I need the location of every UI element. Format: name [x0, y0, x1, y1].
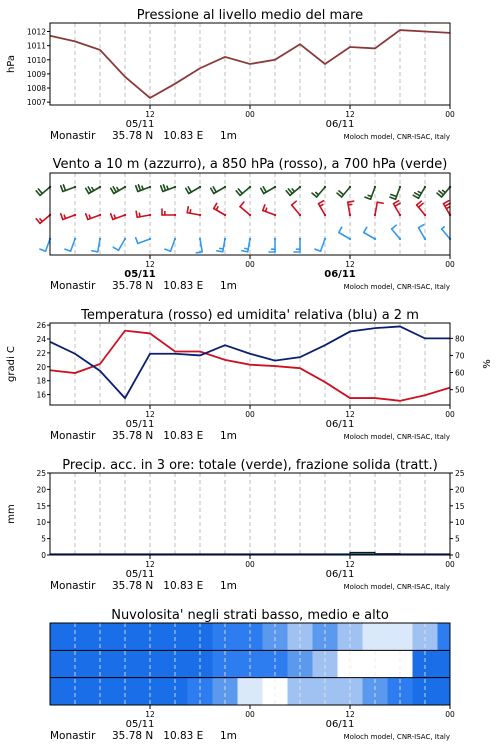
barb-station [124, 238, 126, 240]
wind-barb-10m [315, 238, 326, 251]
y-tick-label: 15 [36, 501, 46, 511]
barb-feather [211, 188, 214, 193]
barb-feather [40, 249, 46, 251]
altitude-label: 1m [220, 130, 237, 142]
wind-barb-700 [86, 186, 101, 194]
x-tick-label: 00 [445, 710, 455, 719]
barb-staff [342, 187, 350, 197]
barb-station [149, 214, 151, 216]
barb-station [274, 214, 276, 216]
barb-feather [61, 214, 63, 220]
barb-station [324, 186, 326, 188]
location-label: Monastir [50, 430, 96, 442]
model-credit: Moloch model, CNR-ISAC, Italy [343, 283, 450, 291]
barb-feather [190, 210, 191, 213]
y-tick-label: 1009 [26, 69, 46, 79]
barb-station [374, 238, 376, 240]
y-tick-label: 10 [36, 518, 46, 528]
barb-feather [348, 204, 351, 205]
wind-barb-700 [413, 186, 426, 198]
cloud-cell-alto [50, 623, 63, 650]
wind-barb-700 [437, 186, 451, 197]
barb-feather [377, 202, 383, 203]
wind-barb-850 [136, 211, 151, 217]
barb-feather [391, 194, 397, 196]
barb-feather [40, 219, 42, 222]
date-label: 05/11 [125, 719, 155, 730]
barb-station [324, 238, 326, 240]
date-label: 06/11 [325, 419, 355, 430]
barb-station [99, 186, 101, 188]
barb-feather [213, 187, 216, 192]
x-tick-label: 00 [445, 110, 455, 119]
altitude-label: 1m [220, 280, 237, 292]
barb-station [299, 186, 301, 188]
y-right-tick-label: 70 [455, 351, 465, 361]
barb-station [424, 186, 426, 188]
cloud-title: Nuvolosita' negli strati basso, medio e alto [111, 608, 389, 623]
model-credit: Moloch model, CNR-ISAC, Italy [343, 133, 450, 141]
wind-barb-850 [111, 214, 126, 220]
y-tick-label: 26 [36, 321, 46, 331]
wind-barb-700 [312, 186, 326, 197]
wind-barb-700 [261, 186, 276, 194]
barb-feather [316, 193, 319, 195]
barb-feather [114, 215, 115, 218]
coords-label: 35.78 N 10.83 E [112, 130, 204, 142]
barb-feather [394, 201, 399, 204]
barb-station [224, 238, 226, 240]
barb-staff [40, 215, 50, 223]
barb-feather [136, 238, 138, 244]
y-tick-label: 1008 [26, 84, 46, 94]
barb-station [199, 186, 201, 188]
coords-label: 35.78 N 10.83 E [112, 730, 204, 742]
barb-feather [161, 186, 163, 192]
humidity-ylabel: % [482, 359, 493, 369]
barb-station [349, 238, 351, 240]
barb-station [249, 238, 251, 240]
barb-feather [265, 208, 266, 211]
barb-feather [364, 227, 367, 232]
date-label: 05/11 [125, 569, 155, 580]
barb-staff [396, 187, 400, 199]
barb-feather [86, 214, 88, 220]
barb-staff [248, 239, 250, 252]
altitude-label: 1m [220, 580, 237, 592]
coords-label: 35.78 N 10.83 E [112, 430, 204, 442]
barb-feather [245, 248, 248, 249]
y-tick-label: 18 [36, 376, 46, 386]
x-tick-label: 12 [345, 260, 355, 269]
wind-barb-700 [61, 185, 76, 192]
wind-barb-10m [269, 238, 276, 252]
x-tick-label: 12 [345, 110, 355, 119]
wind-barb-850 [187, 207, 201, 216]
model-credit: Moloch model, CNR-ISAC, Italy [343, 733, 450, 741]
precip-title: Precip. acc. in 3 ore: totale (verde), frazione solida (tratt.) [62, 458, 438, 473]
altitude-label: 1m [220, 430, 237, 442]
cloud-cell-medio [50, 650, 63, 677]
barb-station [374, 186, 376, 188]
barb-feather [92, 188, 94, 191]
barb-feather [339, 227, 342, 232]
barb-feather [263, 187, 266, 192]
barb-station [149, 186, 151, 188]
barb-feather [65, 249, 71, 251]
barb-feather [139, 213, 140, 216]
barb-staff [98, 239, 100, 252]
barb-feather [320, 204, 323, 206]
panel-frame [50, 473, 450, 555]
y-right-tick-label: 0 [455, 551, 460, 560]
barb-feather [442, 227, 445, 229]
y-tick-label: 22 [36, 348, 46, 358]
y-right-tick-label: 15 [455, 501, 465, 511]
barb-feather [111, 214, 113, 220]
barb-station [249, 214, 251, 216]
barb-station [399, 214, 401, 216]
barb-feather [443, 190, 446, 192]
barb-feather [196, 252, 202, 253]
barb-feather [63, 185, 65, 191]
wind-barb-700 [236, 186, 251, 196]
x-tick-label: 00 [445, 260, 455, 269]
wind-barb-700 [211, 186, 226, 194]
x-tick-label: 12 [145, 710, 155, 719]
barb-feather [214, 203, 217, 208]
wind-barb-700 [186, 186, 201, 194]
barb-staff [419, 228, 426, 239]
barb-staff [223, 239, 225, 252]
barb-feather [113, 247, 118, 250]
barb-station [199, 238, 201, 240]
x-tick-label: 12 [145, 260, 155, 269]
wind-barb-700 [286, 186, 301, 196]
barb-feather [419, 225, 424, 228]
barb-station [74, 186, 76, 188]
barb-staff [371, 187, 375, 199]
barb-station [74, 214, 76, 216]
barb-station [99, 238, 101, 240]
cloud-cell-basso [438, 678, 451, 705]
barb-staff [200, 239, 202, 252]
barb-station [299, 214, 301, 216]
barb-staff [317, 187, 325, 197]
wind-barb-10m [165, 238, 176, 251]
y-right-tick-label: 25 [455, 469, 465, 478]
x-tick-label: 00 [245, 110, 255, 119]
y-tick-label: 1011 [26, 41, 46, 51]
barb-feather [92, 251, 98, 252]
cloud-cell-basso [50, 678, 63, 705]
x-tick-label: 00 [445, 410, 455, 419]
y-tick-label: 20 [36, 362, 46, 372]
x-tick-label: 00 [445, 560, 455, 569]
x-tick-label: 12 [345, 410, 355, 419]
coords-label: 35.78 N 10.83 E [112, 280, 204, 292]
barb-feather [217, 251, 223, 252]
y-tick-label: 25 [36, 469, 46, 478]
wind-barb-10m [136, 238, 151, 244]
wind-barb-10m [65, 238, 76, 251]
location-label: Monastir [50, 730, 96, 742]
location-label: Monastir [50, 580, 96, 592]
x-tick-label: 12 [345, 560, 355, 569]
barb-station [424, 238, 426, 240]
pressure-title: Pressione al livello medio del mare [136, 8, 364, 23]
barb-feather [242, 251, 248, 252]
barb-station [424, 214, 426, 216]
barb-station [124, 214, 126, 216]
barb-feather [188, 187, 191, 192]
barb-feather [240, 202, 244, 207]
date-label: 06/11 [325, 719, 355, 730]
barb-feather [163, 185, 165, 191]
wind-barb-10m [113, 238, 126, 250]
barb-feather [415, 193, 420, 196]
barb-staff [187, 213, 200, 215]
barb-feather [186, 188, 189, 193]
barb-staff [442, 229, 450, 239]
date-label: 05/11 [125, 119, 155, 130]
barb-feather [86, 188, 89, 193]
barb-staff [171, 239, 175, 251]
barb-feather [315, 249, 321, 251]
barb-staff [71, 239, 75, 251]
cloud-cell-medio [438, 650, 451, 677]
x-tick-label: 12 [145, 560, 155, 569]
barb-feather [292, 189, 294, 192]
y-right-tick-label: 20 [455, 485, 465, 495]
wind-barb-850 [86, 214, 101, 220]
wind-barb-850 [263, 205, 276, 216]
wind-barb-850 [61, 214, 76, 220]
date-label: 06/11 [324, 269, 356, 280]
barb-feather [418, 192, 421, 194]
barb-station [99, 214, 101, 216]
y-tick-label: 1012 [26, 27, 46, 37]
barb-feather [444, 201, 449, 204]
x-tick-label: 12 [145, 410, 155, 419]
barb-feather [61, 186, 63, 192]
y-tick-label: 1007 [26, 98, 46, 108]
precip-ylabel: mm [6, 504, 17, 524]
barb-station [399, 238, 401, 240]
barb-station [399, 186, 401, 188]
wind-barb-10m [294, 238, 301, 252]
barb-feather [446, 207, 449, 209]
barb-staff [40, 187, 50, 195]
location-label: Monastir [50, 130, 96, 142]
barb-feather [113, 187, 116, 192]
barb-feather [368, 195, 371, 196]
y-tick-label: 5 [41, 534, 46, 544]
barb-staff [214, 209, 225, 216]
pressure-ylabel: hPa [6, 54, 17, 74]
barb-feather [319, 201, 324, 204]
wind-barb-850 [240, 202, 251, 216]
barb-feather [187, 207, 188, 213]
wind-barb-700 [111, 186, 126, 194]
barb-feather [167, 186, 168, 189]
altitude-label: 1m [220, 730, 237, 742]
barb-feather [292, 201, 297, 205]
barb-staff [339, 233, 350, 240]
wind-barb-850 [36, 214, 51, 224]
barb-station [374, 214, 376, 216]
barb-staff [321, 239, 325, 251]
barb-feather [142, 186, 143, 189]
wind-barb-850 [162, 209, 176, 216]
wind-barb-850 [214, 203, 226, 216]
barb-station [349, 214, 351, 216]
location-label: Monastir [50, 280, 96, 292]
x-tick-label: 12 [345, 710, 355, 719]
date-label: 05/11 [124, 269, 156, 280]
coords-label: 35.78 N 10.83 E [112, 580, 204, 592]
x-tick-label: 00 [245, 410, 255, 419]
x-tick-label: 00 [245, 260, 255, 269]
barb-staff [46, 239, 50, 251]
wind-barb-700 [390, 186, 401, 199]
barb-station [124, 186, 126, 188]
barb-station [249, 186, 251, 188]
barb-station [224, 214, 226, 216]
barb-staff [392, 229, 400, 239]
date-label: 05/11 [125, 419, 155, 430]
barb-staff [119, 239, 126, 250]
cloud-cell-alto [438, 623, 451, 650]
barb-feather [413, 195, 418, 198]
barb-station [174, 214, 176, 216]
barb-station [74, 238, 76, 240]
barb-staff [417, 205, 425, 215]
barb-staff [292, 205, 300, 215]
y-right-tick-label: 10 [455, 518, 465, 528]
wind-barb-700 [36, 186, 51, 196]
x-tick-label: 00 [245, 560, 255, 569]
barb-station [299, 238, 301, 240]
barb-feather [392, 225, 397, 229]
model-credit: Moloch model, CNR-ISAC, Italy [343, 583, 450, 591]
wind-barb-700 [337, 186, 351, 197]
barb-station [224, 186, 226, 188]
barb-station [174, 186, 176, 188]
barb-station [274, 186, 276, 188]
barb-feather [216, 207, 218, 210]
wind-barb-700 [136, 185, 151, 192]
barb-staff [263, 211, 275, 215]
barb-station [174, 238, 176, 240]
barb-feather [220, 248, 223, 249]
wind-title: Vento a 10 m (azzurro), a 850 hPa (rosso), a 700 hPa (verde) [52, 157, 448, 172]
barb-feather [117, 188, 119, 191]
barb-staff [364, 233, 375, 240]
barb-feather [64, 215, 65, 218]
y-tick-label: 20 [36, 485, 46, 495]
y-tick-label: 16 [36, 390, 46, 400]
barb-feather [261, 188, 264, 193]
barb-feather [263, 205, 265, 211]
y-right-tick-label: 5 [455, 534, 460, 544]
date-label: 06/11 [325, 119, 355, 130]
wind-barb-10m [196, 238, 202, 253]
barb-feather [136, 211, 137, 217]
barb-feather [111, 188, 114, 193]
barb-station [349, 186, 351, 188]
barb-feather [365, 197, 371, 199]
barb-feather [348, 201, 354, 202]
barb-station [149, 238, 151, 240]
barb-station [324, 214, 326, 216]
wind-barb-700 [365, 186, 376, 199]
barb-feather [165, 249, 171, 251]
y-right-tick-label: 60 [455, 368, 465, 378]
barb-feather [89, 215, 90, 218]
wind-barb-10m [364, 227, 376, 240]
wind-barb-850 [348, 201, 354, 216]
temp-ylabel: gradi C [6, 346, 17, 382]
date-label: 06/11 [325, 569, 355, 580]
y-tick-label: 24 [36, 334, 46, 344]
model-credit: Moloch model, CNR-ISAC, Italy [343, 433, 450, 441]
barb-feather [395, 203, 400, 206]
x-tick-label: 12 [145, 110, 155, 119]
barb-feather [390, 197, 396, 199]
barb-feather [138, 185, 140, 191]
barb-staff [240, 207, 250, 215]
wind-barb-10m [339, 227, 351, 240]
barb-feather [136, 186, 138, 192]
temp-title: Temperatura (rosso) ed umidita' relativa (blu) a 2 m [81, 308, 419, 323]
y-tick-label: 0 [41, 551, 46, 560]
barb-staff [240, 187, 250, 195]
y-right-tick-label: 80 [455, 334, 465, 344]
barb-station [274, 238, 276, 240]
y-tick-label: 1010 [26, 55, 46, 65]
y-right-tick-label: 50 [455, 385, 465, 395]
x-tick-label: 00 [245, 710, 255, 719]
barb-feather [88, 187, 91, 192]
barb-station [199, 214, 201, 216]
barb-feather [445, 203, 450, 206]
barb-staff [138, 239, 150, 243]
wind-barb-700 [161, 185, 176, 192]
